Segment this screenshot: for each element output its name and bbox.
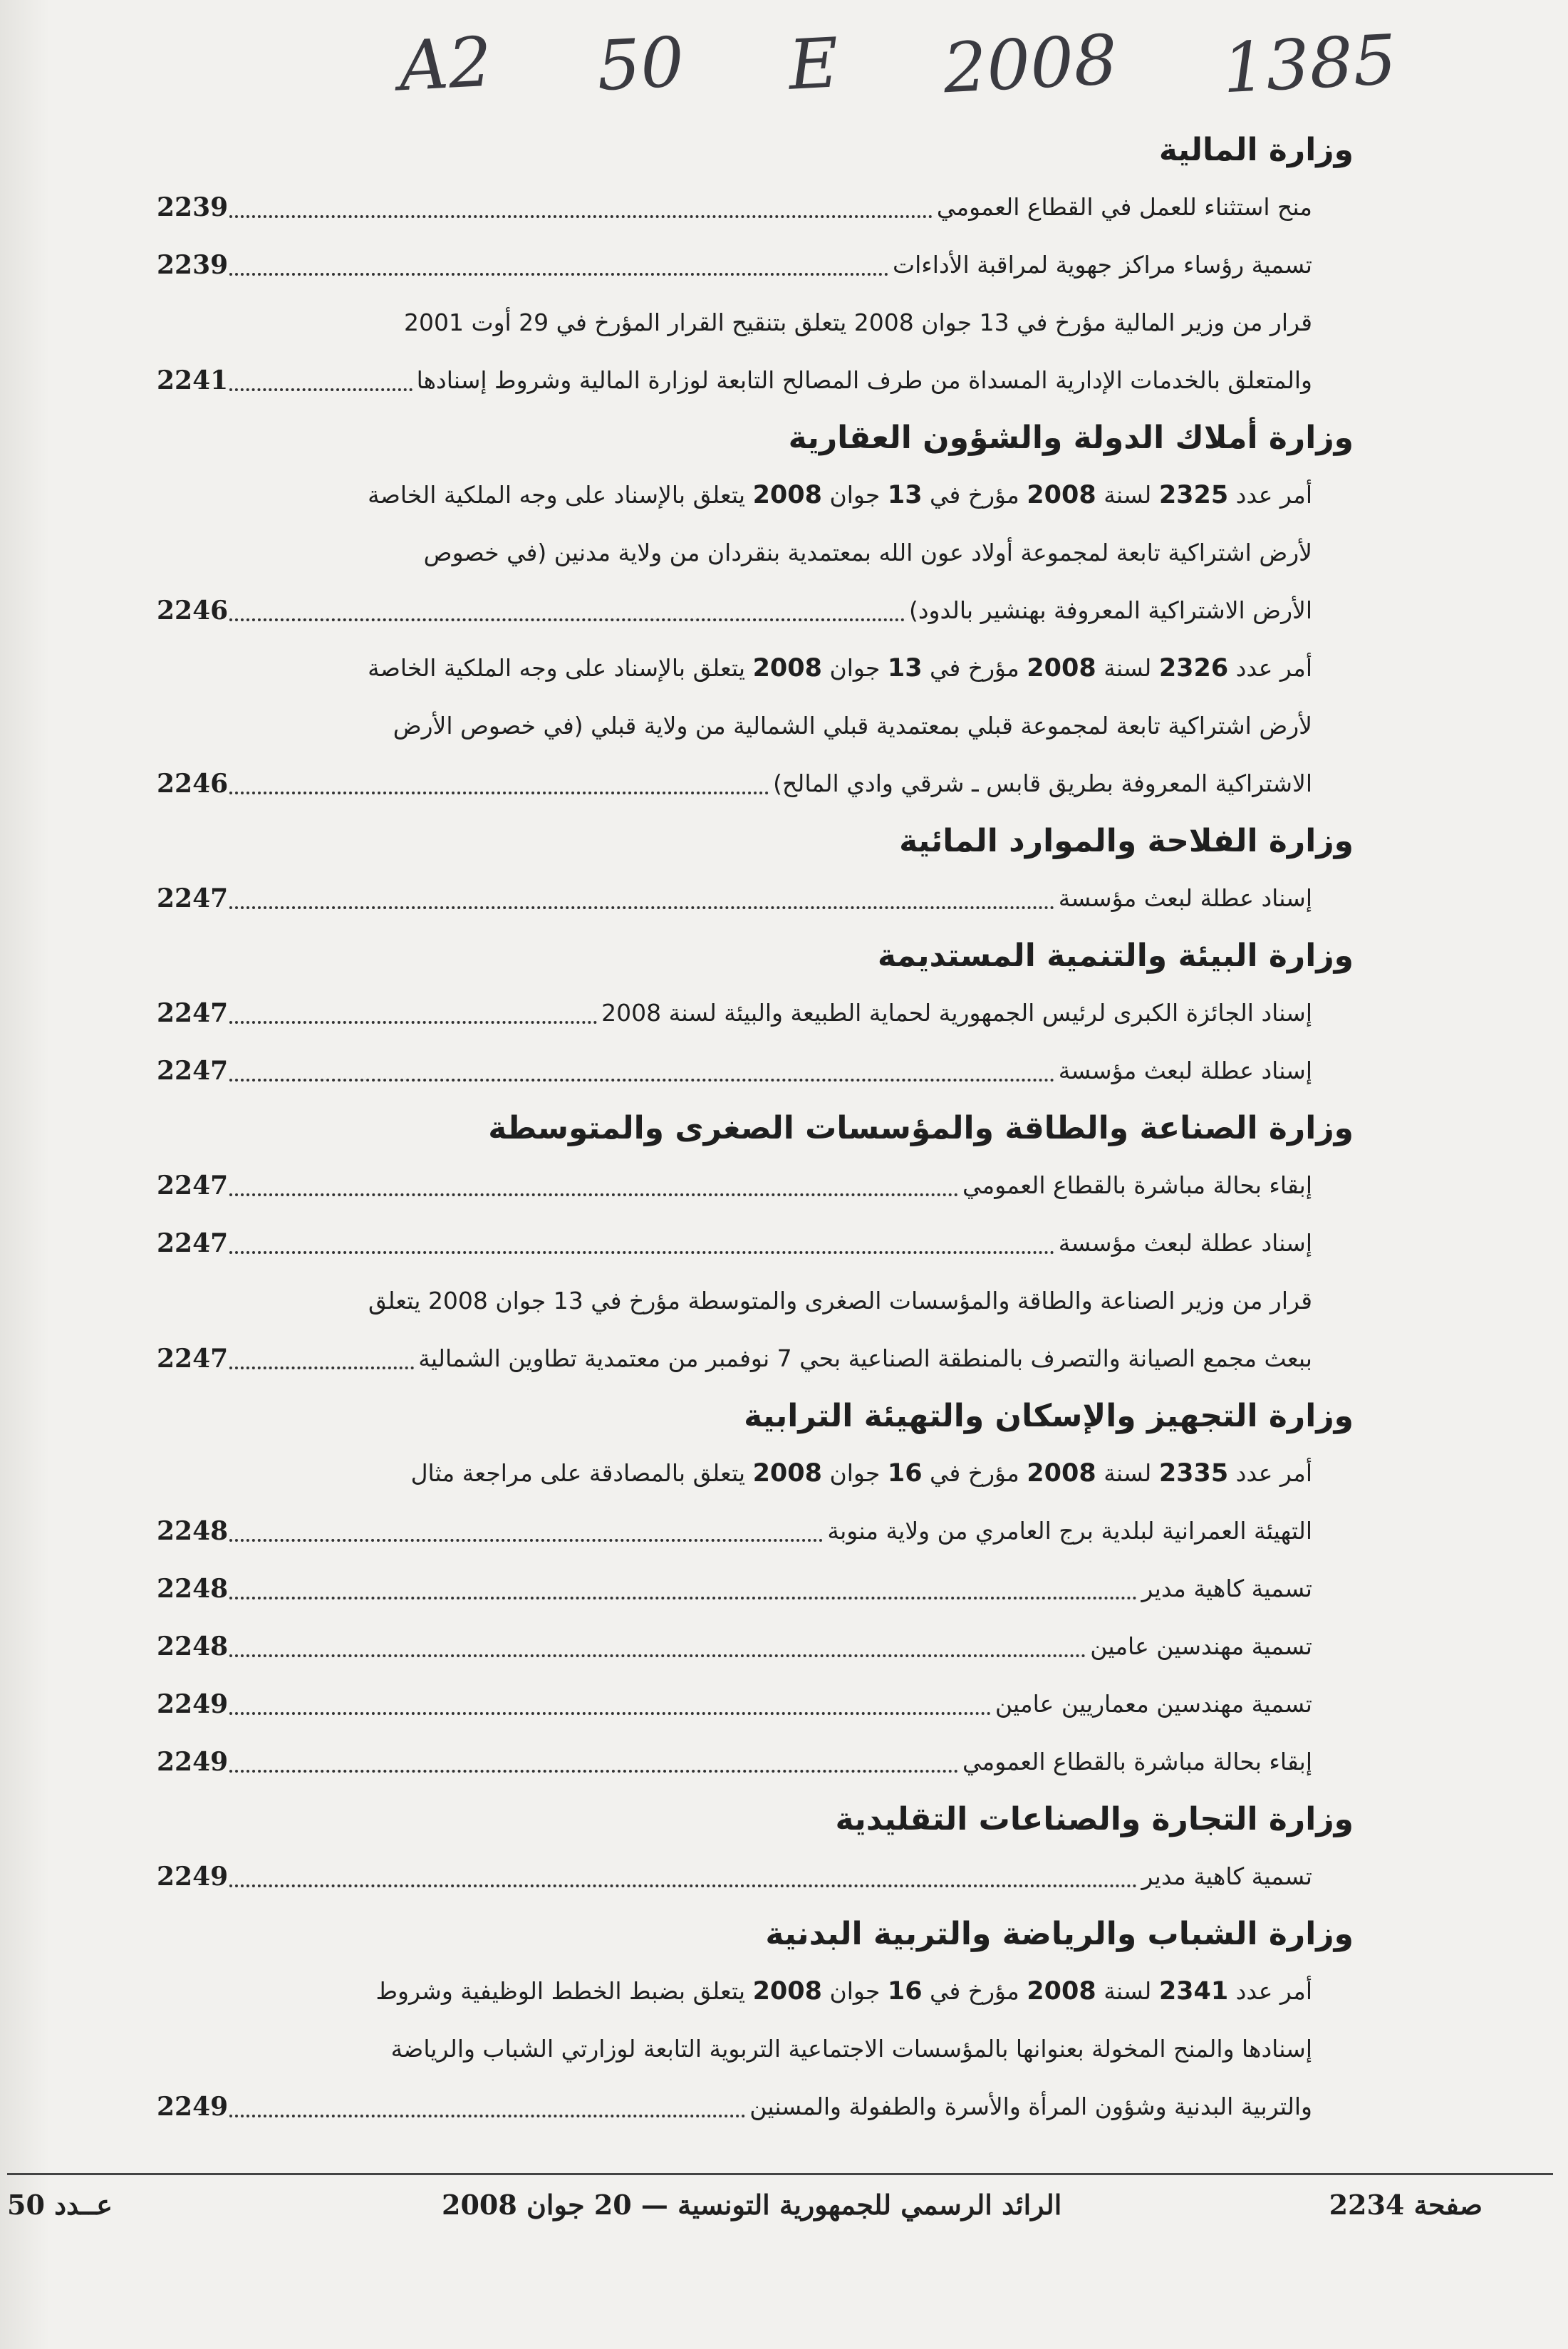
entry-text: تسمية رؤساء مراكز جهوية لمراقبة الأداءات (893, 251, 1312, 279)
handwritten-letter: E (786, 23, 841, 105)
entry-text: أمر عدد 2325 لسنة 2008 مؤرخ في 13 جوان 2008 يتعلق بالإسناد على وجه الملكية الخاصة (368, 480, 1312, 509)
entry-text: منح استثناء للعمل في القطاع العمومي (936, 193, 1312, 221)
toc-entry-line (157, 466, 1354, 524)
entry-page-number: 2249 (157, 1861, 229, 1892)
toc-entry-line (157, 1444, 1354, 1502)
entry-page-number: 2247 (157, 1170, 229, 1201)
dot-leader (229, 1227, 1054, 1254)
entry-page-number: 2247 (157, 997, 229, 1028)
dot-leader (229, 1860, 1137, 1887)
toc-entry-line (157, 2020, 1354, 2078)
ministry-heading: وزارة الصناعة والطاقة والمؤسسات الصغرى والمتوسطة (488, 1110, 1354, 1146)
toc-entry-line (157, 581, 1354, 639)
entry-page-number: 2249 (157, 1746, 229, 1777)
toc-entry-line (157, 178, 1354, 236)
entry-text: إسناد عطلة لبعث مؤسسة (1058, 1229, 1312, 1257)
entry-text: إسناد الجائزة الكبرى لرئيس الجمهورية لحماية الطبيعة والبيئة لسنة 2008 (601, 999, 1312, 1027)
toc-entry-line (157, 1502, 1354, 1560)
dot-leader (229, 1688, 991, 1715)
entry-page-number: 2246 (157, 768, 229, 799)
toc-entry-line (157, 984, 1354, 1042)
entry-page-number: 2249 (157, 1689, 229, 1719)
handwritten-issue: 50 (594, 21, 686, 107)
footer-page-number: صفحة 2234 (1329, 2189, 1483, 2221)
entry-page-number: 2247 (157, 883, 229, 913)
entry-text: أمر عدد 2335 لسنة 2008 مؤرخ في 16 جوان 2008 يتعلق بالمصادقة على مراجعة مثال (410, 1458, 1312, 1488)
toc-entry-line (157, 1272, 1354, 1329)
ministry-heading: وزارة التجهيز والإسكان والتهيئة الترابية (744, 1398, 1354, 1434)
toc-entry-line (157, 1042, 1354, 1099)
entry-page-number: 2249 (157, 2091, 229, 2122)
footer-issue-number: عــدد 50 (7, 2189, 113, 2221)
toc-entry-line (157, 524, 1354, 581)
ministry-heading: وزارة الشباب والرياضة والتربية البدنية (765, 1916, 1354, 1952)
entry-text: إسناد عطلة لبعث مؤسسة (1058, 884, 1312, 912)
toc-entry-line (157, 1214, 1354, 1272)
handwritten-year: 2008 (941, 19, 1120, 109)
dot-leader (229, 1342, 414, 1369)
dot-leader (229, 882, 1054, 909)
toc-entry-line (157, 639, 1354, 697)
entry-page-number: 2241 (157, 365, 229, 395)
entry-page-number: 2247 (157, 1055, 229, 1086)
entry-text: قرار من وزير المالية مؤرخ في 13 جوان 2008 يتعلق بتنقيح القرار المؤرخ في 29 أوت 2001 (404, 308, 1312, 336)
entry-text: تسمية مهندسين عامين (1090, 1632, 1312, 1660)
entry-text: أمر عدد 2326 لسنة 2008 مؤرخ في 13 جوان 2008 يتعلق بالإسناد على وجه الملكية الخاصة (368, 653, 1312, 683)
toc-entry-line (157, 1617, 1354, 1675)
dot-leader (229, 364, 412, 391)
toc-entry-line (157, 755, 1354, 812)
entry-text: التهيئة العمرانية لبلدية برج العامري من ولاية منوبة (827, 1517, 1312, 1545)
entry-page-number: 2247 (157, 1343, 229, 1374)
dot-leader (229, 249, 888, 276)
entry-text: الأرض الاشتراكية المعروفة بهنشير بالدود) (908, 596, 1312, 624)
toc-entry-line (157, 1847, 1354, 1905)
dot-leader (229, 1054, 1054, 1082)
toc-entry-line (157, 1329, 1354, 1387)
entry-page-number: 2239 (157, 249, 229, 280)
toc-entry-line (157, 1962, 1354, 2020)
toc-entry-line (157, 1560, 1354, 1617)
ministry-heading: وزارة المالية (1158, 132, 1354, 168)
dot-leader (229, 767, 769, 794)
dot-leader (229, 2090, 745, 2117)
table-of-contents (157, 121, 1354, 2135)
toc-entry-line (157, 1156, 1354, 1214)
entry-page-number: 2246 (157, 595, 229, 626)
ministry-heading: وزارة البيئة والتنمية المستديمة (877, 938, 1354, 974)
ministry-heading: وزارة الفلاحة والموارد المائية (899, 823, 1354, 859)
toc-entry-line (157, 2078, 1354, 2135)
entry-text: الاشتراكية المعروفة بطريق قابس ـ شرقي وادي المالح) (773, 769, 1312, 797)
entry-text: والمتعلق بالخدمات الإدارية المسداة من طرف المصالح التابعة لوزارة المالية وشروط إسنادها (416, 366, 1312, 394)
toc-entry-line (157, 1675, 1354, 1733)
toc-entry-line (157, 294, 1354, 351)
entry-text: إسنادها والمنح المخولة بعنوانها بالمؤسسات الاجتماعية التربوية التابعة لوزارتي الشباب والرياضة (390, 2035, 1312, 2063)
footer-divider (7, 2173, 1553, 2175)
entry-text: إبقاء بحالة مباشرة بالقطاع العمومي (962, 1748, 1312, 1775)
handwritten-number: 1385 (1220, 19, 1398, 109)
dot-leader (229, 191, 933, 218)
ministry-heading: وزارة التجارة والصناعات التقليدية (835, 1801, 1354, 1837)
entry-page-number: 2248 (157, 1631, 229, 1661)
footer-journal-title: الرائد الرسمي للجمهورية التونسية — 20 جوان 2008 (442, 2189, 1062, 2221)
entry-text: إبقاء بحالة مباشرة بالقطاع العمومي (962, 1171, 1312, 1199)
toc-entry-line (157, 236, 1354, 294)
entry-text: تسمية كاهية مدير (1141, 1575, 1312, 1602)
dot-leader (229, 1515, 823, 1542)
dot-leader (229, 1746, 958, 1773)
entry-text: والتربية البدنية وشؤون المرأة والأسرة والطفولة والمسنين (749, 2093, 1312, 2120)
dot-leader (229, 1572, 1137, 1599)
toc-entry-line (157, 1733, 1354, 1790)
entry-text: تسمية كاهية مدير (1141, 1862, 1312, 1890)
dot-leader (229, 1630, 1086, 1657)
scan-edge-shadow (0, 0, 50, 2349)
entry-text: لأرض اشتراكية تابعة لمجموعة أولاد عون الله بمعتمدية بنقردان من ولاية مدنين (في خصوص (423, 539, 1312, 566)
entry-page-number: 2247 (157, 1228, 229, 1258)
ministry-heading: وزارة أملاك الدولة والشؤون العقارية (788, 420, 1354, 456)
entry-text: أمر عدد 2341 لسنة 2008 مؤرخ في 16 جوان 2008 يتعلق بضبط الخطط الوظيفية وشروط (375, 1976, 1312, 2006)
entry-page-number: 2239 (157, 192, 229, 222)
entry-text: تسمية مهندسين معماريين عامين (995, 1690, 1312, 1718)
toc-entry-line (157, 697, 1354, 755)
entry-text: قرار من وزير الصناعة والطاقة والمؤسسات الصغرى والمتوسطة مؤرخ في 13 جوان 2008 يتعلق (368, 1287, 1312, 1314)
entry-text: لأرض اشتراكية تابعة لمجموعة قبلي بمعتمدية قبلي الشمالية من ولاية قبلي (في خصوص الأرض (393, 712, 1312, 740)
entry-text: إسناد عطلة لبعث مؤسسة (1058, 1057, 1312, 1084)
entry-text: ببعث مجمع الصيانة والتصرف بالمنطقة الصناعية بحي 7 نوفمبر من معتمدية تطاوين الشمالية (418, 1344, 1312, 1372)
page-footer (0, 2189, 1568, 2239)
dot-leader (229, 594, 905, 621)
entry-page-number: 2248 (157, 1515, 229, 1546)
toc-entry-line (157, 351, 1354, 409)
handwritten-annotation (399, 21, 1396, 107)
dot-leader (229, 997, 597, 1024)
toc-entry-line (157, 869, 1354, 927)
dot-leader (229, 1169, 958, 1196)
handwritten-code: A2 (397, 21, 494, 107)
entry-page-number: 2248 (157, 1573, 229, 1604)
